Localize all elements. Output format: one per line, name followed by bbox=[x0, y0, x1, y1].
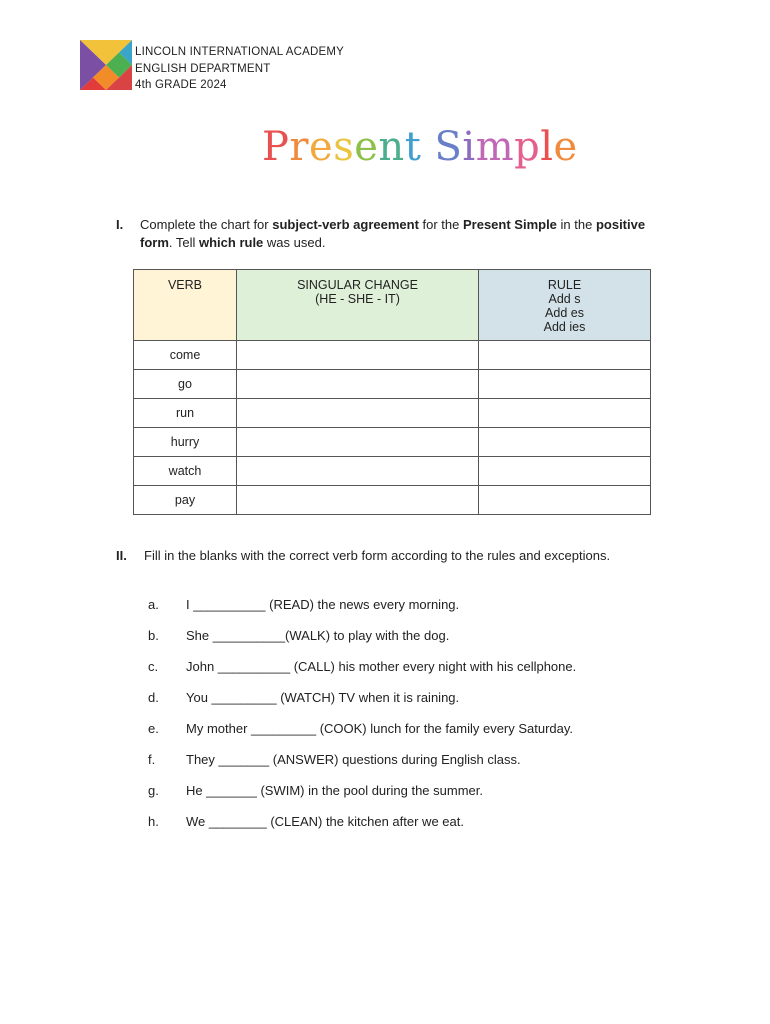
bold-phrase: subject-verb agreement bbox=[272, 217, 419, 232]
subject-verb-chart bbox=[133, 269, 651, 515]
school-header bbox=[135, 44, 344, 94]
title-letter: e bbox=[553, 124, 578, 170]
exercise-letter: h. bbox=[148, 814, 159, 829]
rule-cell[interactable] bbox=[479, 399, 651, 428]
exercise-sentence: They _______ (ANSWER) questions during English class. bbox=[186, 752, 521, 767]
singular-change-cell[interactable] bbox=[237, 486, 479, 515]
title-letter: t bbox=[404, 124, 422, 170]
title-letter: p bbox=[514, 124, 541, 170]
bold-phrase: which rule bbox=[199, 235, 264, 250]
section-2-text: Fill in the blanks with the correct verb form according to the rules and exceptions. bbox=[144, 548, 611, 563]
verb-cell: watch bbox=[134, 457, 237, 486]
rule-cell[interactable] bbox=[479, 341, 651, 370]
verb-cell: hurry bbox=[134, 428, 237, 457]
exercise-sentence: We ________ (CLEAN) the kitchen after we eat. bbox=[186, 814, 464, 829]
title-letter: r bbox=[289, 124, 310, 170]
instruction-text: . Tell bbox=[168, 235, 199, 250]
bold-phrase: Present Simple bbox=[462, 217, 557, 232]
singular-change-cell[interactable] bbox=[237, 428, 479, 457]
table-row bbox=[134, 486, 651, 515]
exercise-letter: a. bbox=[148, 597, 159, 612]
section-1-text bbox=[140, 216, 676, 252]
title-letter: e bbox=[354, 124, 379, 170]
singular-change-cell[interactable] bbox=[237, 399, 479, 428]
rule-cell[interactable] bbox=[479, 370, 651, 399]
exercise-letter: e. bbox=[148, 721, 159, 736]
header-singular-change: SINGULAR CHANGE (HE - SHE - IT) bbox=[237, 270, 479, 341]
title-letter: s bbox=[333, 124, 355, 170]
section-1-numeral: I. bbox=[116, 217, 124, 232]
title-letter: i bbox=[462, 124, 476, 170]
table-row bbox=[134, 399, 651, 428]
school-name: LINCOLN INTERNATIONAL ACADEMY bbox=[135, 46, 345, 58]
section-1-instructions bbox=[116, 216, 676, 252]
instruction-text: was used. bbox=[263, 235, 326, 250]
section-2-numeral: II. bbox=[116, 548, 127, 563]
exercise-letter: d. bbox=[148, 690, 159, 705]
exercise-letter: c. bbox=[148, 659, 159, 674]
school-logo-icon bbox=[80, 40, 132, 90]
verb-cell: come bbox=[134, 341, 237, 370]
title-letter: S bbox=[434, 124, 463, 170]
table-row bbox=[134, 341, 651, 370]
exercise-sentence: John __________ (CALL) his mother every night with his cellphone. bbox=[186, 659, 577, 674]
verb-cell: run bbox=[134, 399, 237, 428]
exercise-sentence: She __________(WALK) to play with the dog. bbox=[186, 628, 450, 643]
exercise-letter: g. bbox=[148, 783, 159, 798]
verb-cell: pay bbox=[134, 486, 237, 515]
singular-change-cell[interactable] bbox=[237, 341, 479, 370]
singular-change-cell[interactable] bbox=[237, 457, 479, 486]
exercise-letter: b. bbox=[148, 628, 159, 643]
title-letter: e bbox=[309, 124, 334, 170]
singular-change-cell[interactable] bbox=[237, 370, 479, 399]
title-letter bbox=[421, 124, 434, 170]
exercise-sentence: My mother _________ (COOK) lunch for the family every Saturday. bbox=[186, 721, 574, 736]
exercise-sentence: I __________ (READ) the news every morning. bbox=[186, 597, 460, 612]
title-letter: l bbox=[540, 124, 554, 170]
instruction-text: for the bbox=[418, 217, 463, 232]
rule-cell[interactable] bbox=[479, 486, 651, 515]
grade-label: 4th GRADE 2024 bbox=[135, 79, 227, 91]
table-row bbox=[134, 370, 651, 399]
title-letter: P bbox=[262, 124, 290, 170]
table-row bbox=[134, 428, 651, 457]
title-letter: m bbox=[475, 124, 515, 170]
exercise-sentence: You _________ (WATCH) TV when it is raining. bbox=[186, 690, 460, 705]
department-name: ENGLISH DEPARTMENT bbox=[135, 62, 271, 75]
instruction-text: Complete the chart for bbox=[140, 217, 273, 232]
instruction-text: in the bbox=[556, 217, 596, 232]
verb-cell: go bbox=[134, 370, 237, 399]
section-2-instructions bbox=[116, 548, 610, 563]
rule-cell[interactable] bbox=[479, 428, 651, 457]
title-letter: n bbox=[378, 124, 405, 170]
table-row bbox=[134, 457, 651, 486]
header-rule: RULE Add s Add es Add ies bbox=[479, 270, 651, 341]
header-verb: VERB bbox=[134, 270, 237, 341]
bold-phrase: positive form bbox=[140, 217, 646, 250]
page-title bbox=[262, 124, 578, 170]
exercise-sentence: He _______ (SWIM) in the pool during the summer. bbox=[186, 783, 483, 798]
rule-cell[interactable] bbox=[479, 457, 651, 486]
exercise-letter: f. bbox=[148, 752, 156, 767]
